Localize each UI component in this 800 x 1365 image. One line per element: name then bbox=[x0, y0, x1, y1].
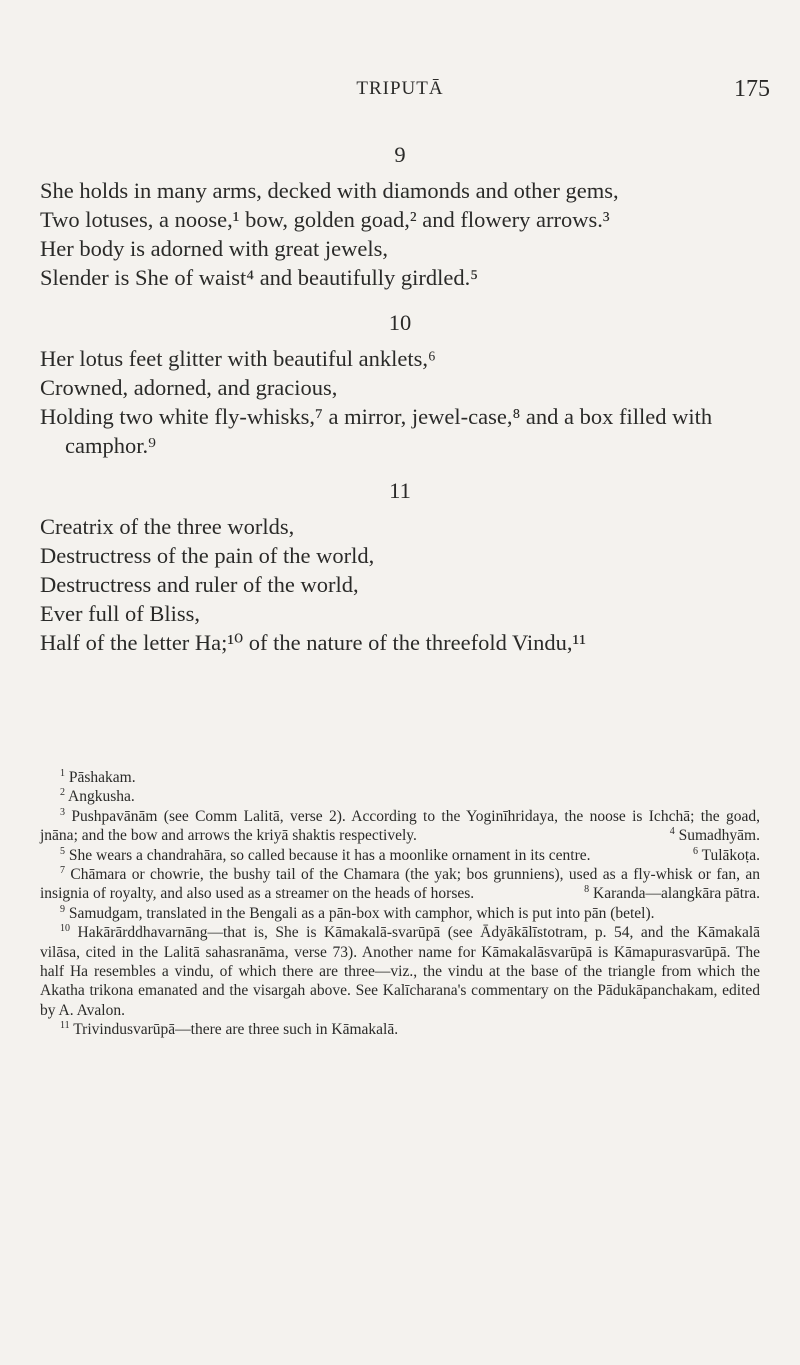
footnote: $^7$ Chāmara or chowrie, the bushy tail of the Chamara (the yak; bos grunniens), used as a fly-whisk or fan, an insignia of royalty, and also used as a streamer on the heads of horses. $^8$ Karanda—alangkāra pātra. bbox=[40, 864, 760, 903]
verse-line: She holds in many arms, decked with diamonds and other gems, bbox=[40, 178, 619, 203]
footnote: $^3$ Pushpavānām (see Comm Lalitā, verse 2). According to the Yoginīhridaya, the noose is Ichchā; the goad, jnāna; and the bow and arrows the kriyā shaktis respectively. $^4$ Sumadhyām. bbox=[40, 806, 760, 845]
footnote: Tulākoṭa. bbox=[701, 846, 760, 864]
verse-line: Destructress of the pain of the world, bbox=[40, 543, 375, 568]
footnote: $^1$ Pāshakam. bbox=[60, 767, 136, 786]
verse-line: Destructress and ruler of the world, bbox=[40, 572, 359, 597]
stanza bbox=[40, 512, 760, 657]
stanza bbox=[40, 344, 760, 460]
stanza bbox=[40, 176, 760, 292]
verse-line: Two lotuses, a noose,¹ bow, golden goad,² and flowery arrows.³ bbox=[40, 207, 610, 232]
footnote: $^{11}$ Trivindusvarūpā—there are three such in Kāmakalā. bbox=[60, 1020, 399, 1039]
footnote: Sumadhyām. bbox=[678, 827, 760, 845]
stanza-number: 9 bbox=[394, 142, 406, 167]
verse-line: Creatrix of the three worlds, bbox=[40, 514, 295, 539]
footnote: $^9$ Samudgam, translated in the Bengali as a pān-box with camphor, which is put into pān (betel). bbox=[60, 903, 655, 922]
verse-line: Ever full of Bliss, bbox=[40, 601, 200, 626]
verse-line: Holding two white fly-whisks,⁷ a mirror, jewel-case,⁸ and a box filled with camphor.⁹ bbox=[40, 404, 713, 458]
footnote: $^5$ She wears a chandrahāra, so called because it has a moonlike ornament in its centre. $^6$ Tulākoṭa. bbox=[60, 845, 760, 864]
verse-line: Half of the letter Ha;¹⁰ of the nature of the threefold Vindu,¹¹ bbox=[40, 630, 587, 655]
footnote: $^2$ Angkusha. bbox=[60, 787, 135, 806]
stanza-number: 11 bbox=[389, 478, 411, 503]
verse-block bbox=[40, 140, 760, 673]
verse-line: Her body is adorned with great jewels, bbox=[40, 236, 389, 261]
verse-line: Crowned, adorned, and gracious, bbox=[40, 375, 338, 400]
footnotes bbox=[40, 768, 760, 1040]
verse-line: Her lotus feet glitter with beautiful anklets,⁶ bbox=[40, 346, 436, 371]
footnote: Karanda—alangkāra pātra. bbox=[593, 885, 760, 903]
footnote: $^{10}$ Hakārārddhavarnāng—that is, She is Kāmakalā-svarūpā (see Ādyākālīstotram, p. 54, and the Kāmakalā vilāsa, cited in the Lalitā sahasranāma, verse 73). Another name for Kāmakalāsvarūpā is Kāmapurasvarūpā. The half Ha resembles a vindu, of which there are three—viz., the vindu at the base of the triangle from which the Akatha trikona emanated and the visargah above. See Kalīcharana's commentary on the Pādukāpanchakam, edited by A. Avalon. bbox=[40, 923, 761, 1019]
stanza-number: 10 bbox=[388, 310, 412, 335]
page-number: 175 bbox=[734, 76, 770, 102]
verse-line: Slender is She of waist⁴ and beautifully girdled.⁵ bbox=[40, 265, 479, 290]
running-title: TRIPUTĀ bbox=[356, 78, 444, 99]
